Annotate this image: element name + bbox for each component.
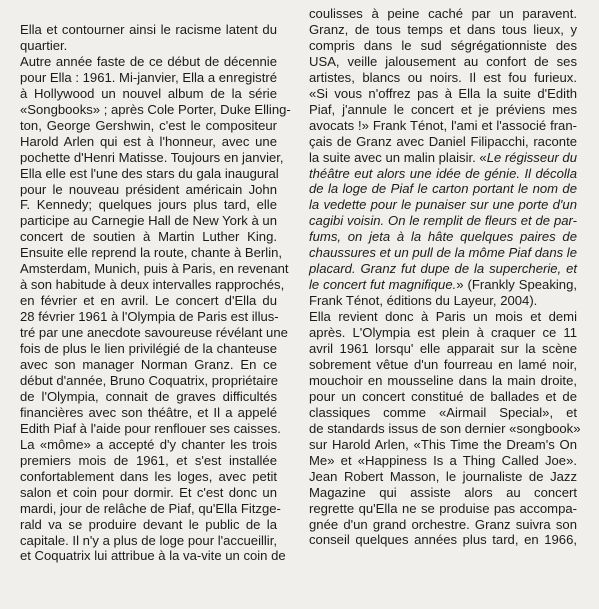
right-text-line: après. L'Olympia est plein à craquer ce 11 (309, 325, 577, 341)
right-text-line: Frank Ténot, éditions du Layeur, 2004). (309, 293, 538, 309)
left-text-line: 28 février 1961 à l'Olympia de Paris est illus- (20, 309, 279, 325)
left-text-line: ton, George Gershwin, c'est le compositeur (20, 117, 277, 133)
right-text-line: de la loge de Piaf le carton portant le nom de (309, 181, 577, 197)
left-text-line: Autre année faste de ce début de décennie (20, 53, 277, 69)
right-text-line: conseil quelques années plus tard, en 1966, (309, 532, 577, 548)
right-text-line: avril 1961 lorsqu' elle apparait sur la scène (309, 341, 577, 357)
left-text-line: financières avec son théâtre, et Il a appelé (20, 404, 277, 420)
left-text-line: rald va se produire devant le public de la (20, 516, 277, 532)
left-text-line: pochette d'Henri Matisse. Toujours en janvier, (20, 149, 284, 165)
left-text-line: début d'année, Bruno Coquatrix, propriétaire (20, 372, 278, 388)
right-text-column (309, 6, 581, 548)
right-text-line: classiques comme «Airmail Special», et (309, 404, 577, 420)
left-text-line: en février et en avril. Le concert d'Ella du (20, 293, 277, 309)
right-text-line: çais de Granz avec Daniel Filipacchi, raconte (309, 133, 577, 149)
left-text-line: Edith Piaf à l'aide pour renflouer ses caisses. (20, 420, 281, 436)
right-text-line: le concert fut magnifique.» (Frankly Speaking, (309, 277, 577, 293)
left-text-line: La «môme» a accepté d'y chanter les trois (20, 436, 277, 452)
left-text-line: pour Ella : 1961. Mi-janvier, Ella a enregistré (20, 69, 277, 85)
right-text-line: sobrement vêtue d'un fourreau en lamé noir, (309, 356, 577, 372)
right-text-line: mouchoir en mousseline dans la main droite, (309, 372, 577, 388)
right-text-line: Ella revient donc à Paris un mois et demi (309, 309, 577, 325)
left-text-line: salon et coin pour dormir. Et c'est donc un (20, 484, 277, 500)
left-text-line: capitale. Il n'y a plus de loge pour l'accueillir, (20, 532, 277, 548)
left-text-line: participe au Carnegie Hall de New York à un (20, 213, 277, 229)
right-text-line: regrette qu'Ella ne se produise pas accompa- (309, 500, 577, 516)
left-text-column (20, 22, 291, 564)
left-text-line: à son habitude à deux intervalles rapprochés, (20, 277, 285, 293)
right-text-line: Jean Robert Masson, le journaliste de Jazz (309, 468, 577, 484)
right-text-line: théâtre eut alors une idée de génie. Il décolla (309, 165, 577, 181)
left-text-line: fois de plus le lien privilégié de la chanteuse (20, 341, 277, 357)
right-text-line: avocats !» Frank Ténot, l'ami et l'associé fran- (309, 117, 577, 133)
right-text-line: coulisses à peine caché par un paravent. (309, 6, 577, 21)
right-text-line: artistes, blancs ou noirs. Il est fou furieux. (309, 69, 577, 85)
left-text-line: Harold Arlen qui est à l'honneur, avec une (20, 133, 277, 149)
right-text-line: Piaf, j'annule le concert et je préviens mes (309, 101, 577, 117)
left-text-line: Amsterdam, Munich, puis à Paris, en revenant (20, 261, 289, 277)
right-text-line: Granz, de tous temps et dans tous lieux, y (309, 21, 577, 37)
left-text-line: à Hollywood un nouvel album de la série (20, 85, 277, 101)
left-text-line: avec son manager Norman Granz. En ce (20, 357, 277, 373)
left-text-line: quartier. (20, 37, 68, 53)
left-text-line: tré par une anecdote savoureuse révélant une (20, 325, 288, 341)
left-text-line: mardi, jour de relâche de Piaf, qu'Ella Fitzge- (20, 500, 281, 516)
right-text-line: «Si vous n'offrez pas à Ella la suite d'Edith (309, 85, 577, 101)
right-text-line: placard. Granz fut dupe de la supercherie, et (309, 261, 577, 277)
right-text-line: la suite avec un malin plaisir. «Le régisseur du (309, 149, 577, 165)
right-paragraphs (309, 6, 581, 548)
right-text-line: pour un concert constitué de ballades et de (309, 388, 577, 404)
right-text-line: Me» et «Happiness Is a Thing Called Joe». (309, 452, 577, 468)
left-text-line: Ensuite elle reprend la route, chante à Berlin, (20, 245, 283, 261)
left-text-line: et Coquatrix lui attribue à la va-vite un coin de (20, 548, 286, 564)
right-text-line: USA, veille jalousement au confort de ses (309, 53, 577, 69)
left-text-line: confortablement dans les loges, avec petit (20, 468, 277, 484)
right-text-line: la vedette pour le punaiser sur une porte d'un (309, 197, 577, 213)
left-paragraphs (20, 22, 291, 564)
left-text-line: F. Kennedy; quelques jours plus tard, elle (20, 197, 277, 213)
left-text-line: premiers mois de 1961, et s'est installée (20, 452, 277, 468)
right-text-line: Magazine qui assiste alors au concert (309, 484, 577, 500)
right-text-line: sur Harold Arlen, «This Time the Dream's On (309, 436, 577, 452)
left-text-line: concert de soutien à Martin Luther King. (20, 229, 277, 245)
left-text-line: Ella et contourner ainsi le racisme latent du (20, 22, 277, 37)
right-text-line: de standards issus de son dernier «songbook» (309, 420, 581, 436)
left-text-line: pour le nouveau président américain John (20, 181, 277, 197)
right-text-line: cagibi voisin. On le remplit de fleurs et de par- (309, 213, 577, 229)
left-text-line: «Songbooks» ; après Cole Porter, Duke Elling- (20, 101, 291, 117)
right-text-line: fums, on jeta à la hâte quelques paires de (309, 229, 577, 245)
left-text-line: de l'Olympia, connait de graves difficultés (20, 388, 277, 404)
left-text-line: Ella elle est l'une des stars du gala inaugural (20, 165, 279, 181)
right-text-line: chaussures et un pull de la môme Piaf dans le (309, 245, 577, 261)
right-text-line: compris dans le sud ségrégationniste des (309, 37, 577, 53)
right-text-line: gnée d'un grand orchestre. Granz suivra son (309, 516, 577, 532)
